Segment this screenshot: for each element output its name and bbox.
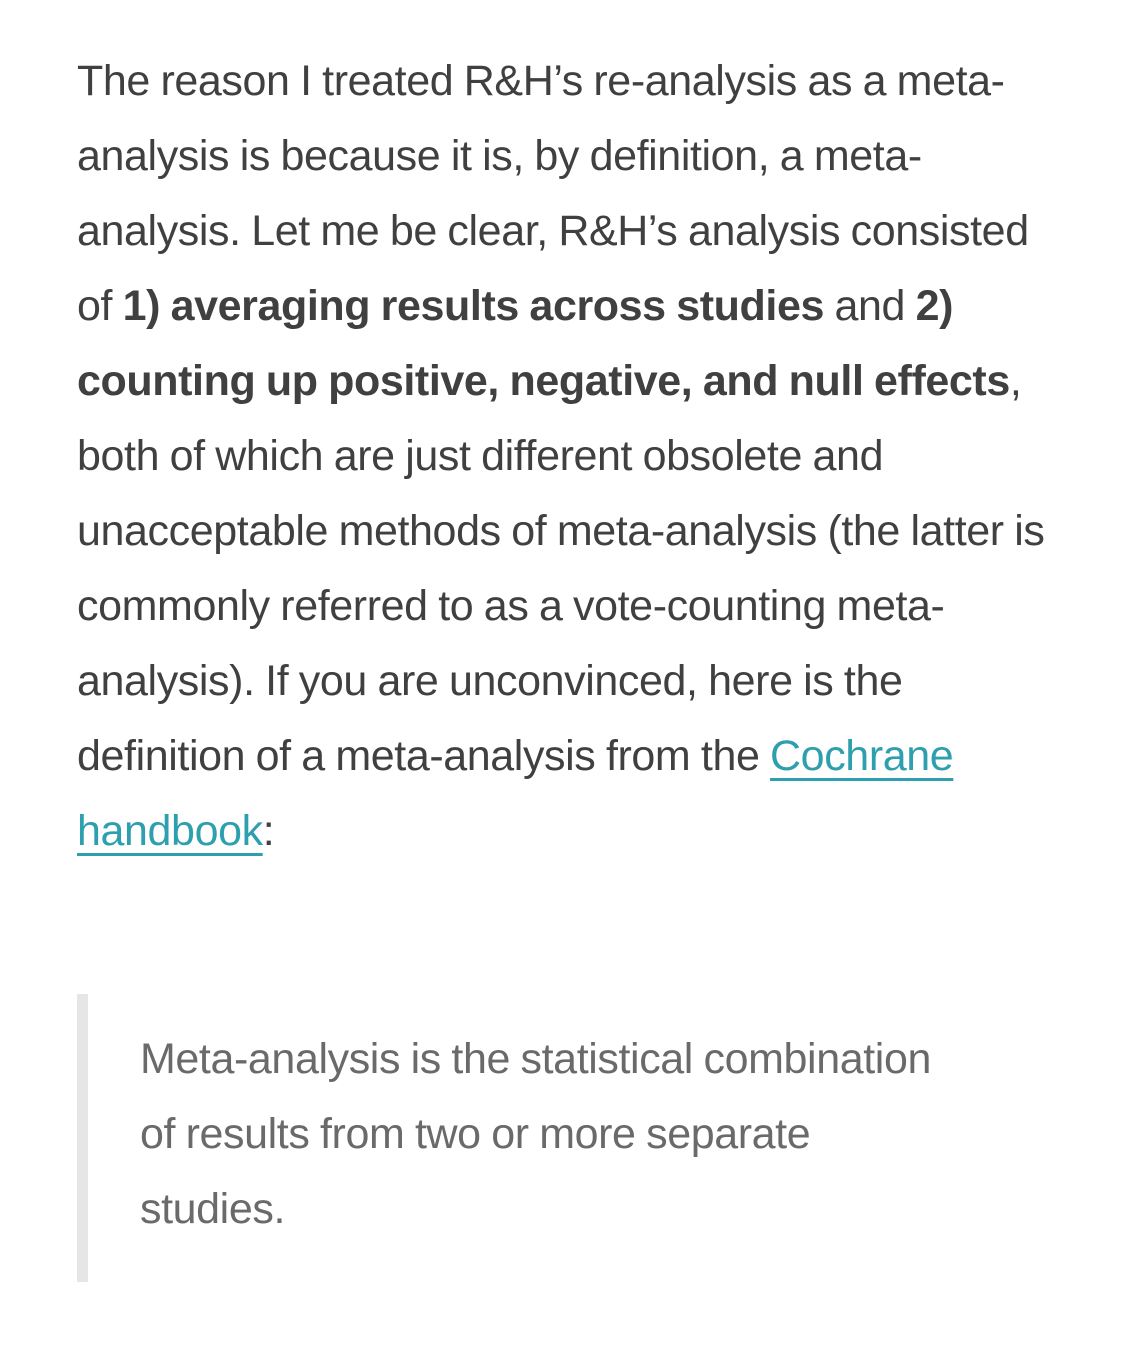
paragraph-text: and [823, 282, 916, 330]
definition-blockquote [77, 994, 957, 1282]
body-paragraph [77, 44, 1067, 869]
bold-averaging-results: 1) averaging results across studies [122, 282, 824, 330]
cochrane-handbook-link[interactable]: Cochrane handbook [77, 732, 954, 855]
bold-counting-effects: 2) counting up positive, negative, and null effects [77, 282, 1010, 405]
paragraph-text: , both of which are just different obsolete and unacceptable methods of meta-analysis (the latter is commonly referred to as a vote-counting meta-analysis). If you are unconvinced, here is the definition of a meta-analysis from the [77, 357, 1045, 780]
paragraph-text: : [262, 807, 275, 855]
paragraph-text: The reason I treated R&H’s re-analysis as a meta-analysis is because it is, by definition, a meta-analysis. Let me be clear, R&H’s analysis consisted of [77, 57, 1029, 330]
article-body [77, 44, 1067, 869]
blockquote-text: Meta-analysis is the statistical combination of results from two or more separate studies. [140, 1035, 931, 1233]
